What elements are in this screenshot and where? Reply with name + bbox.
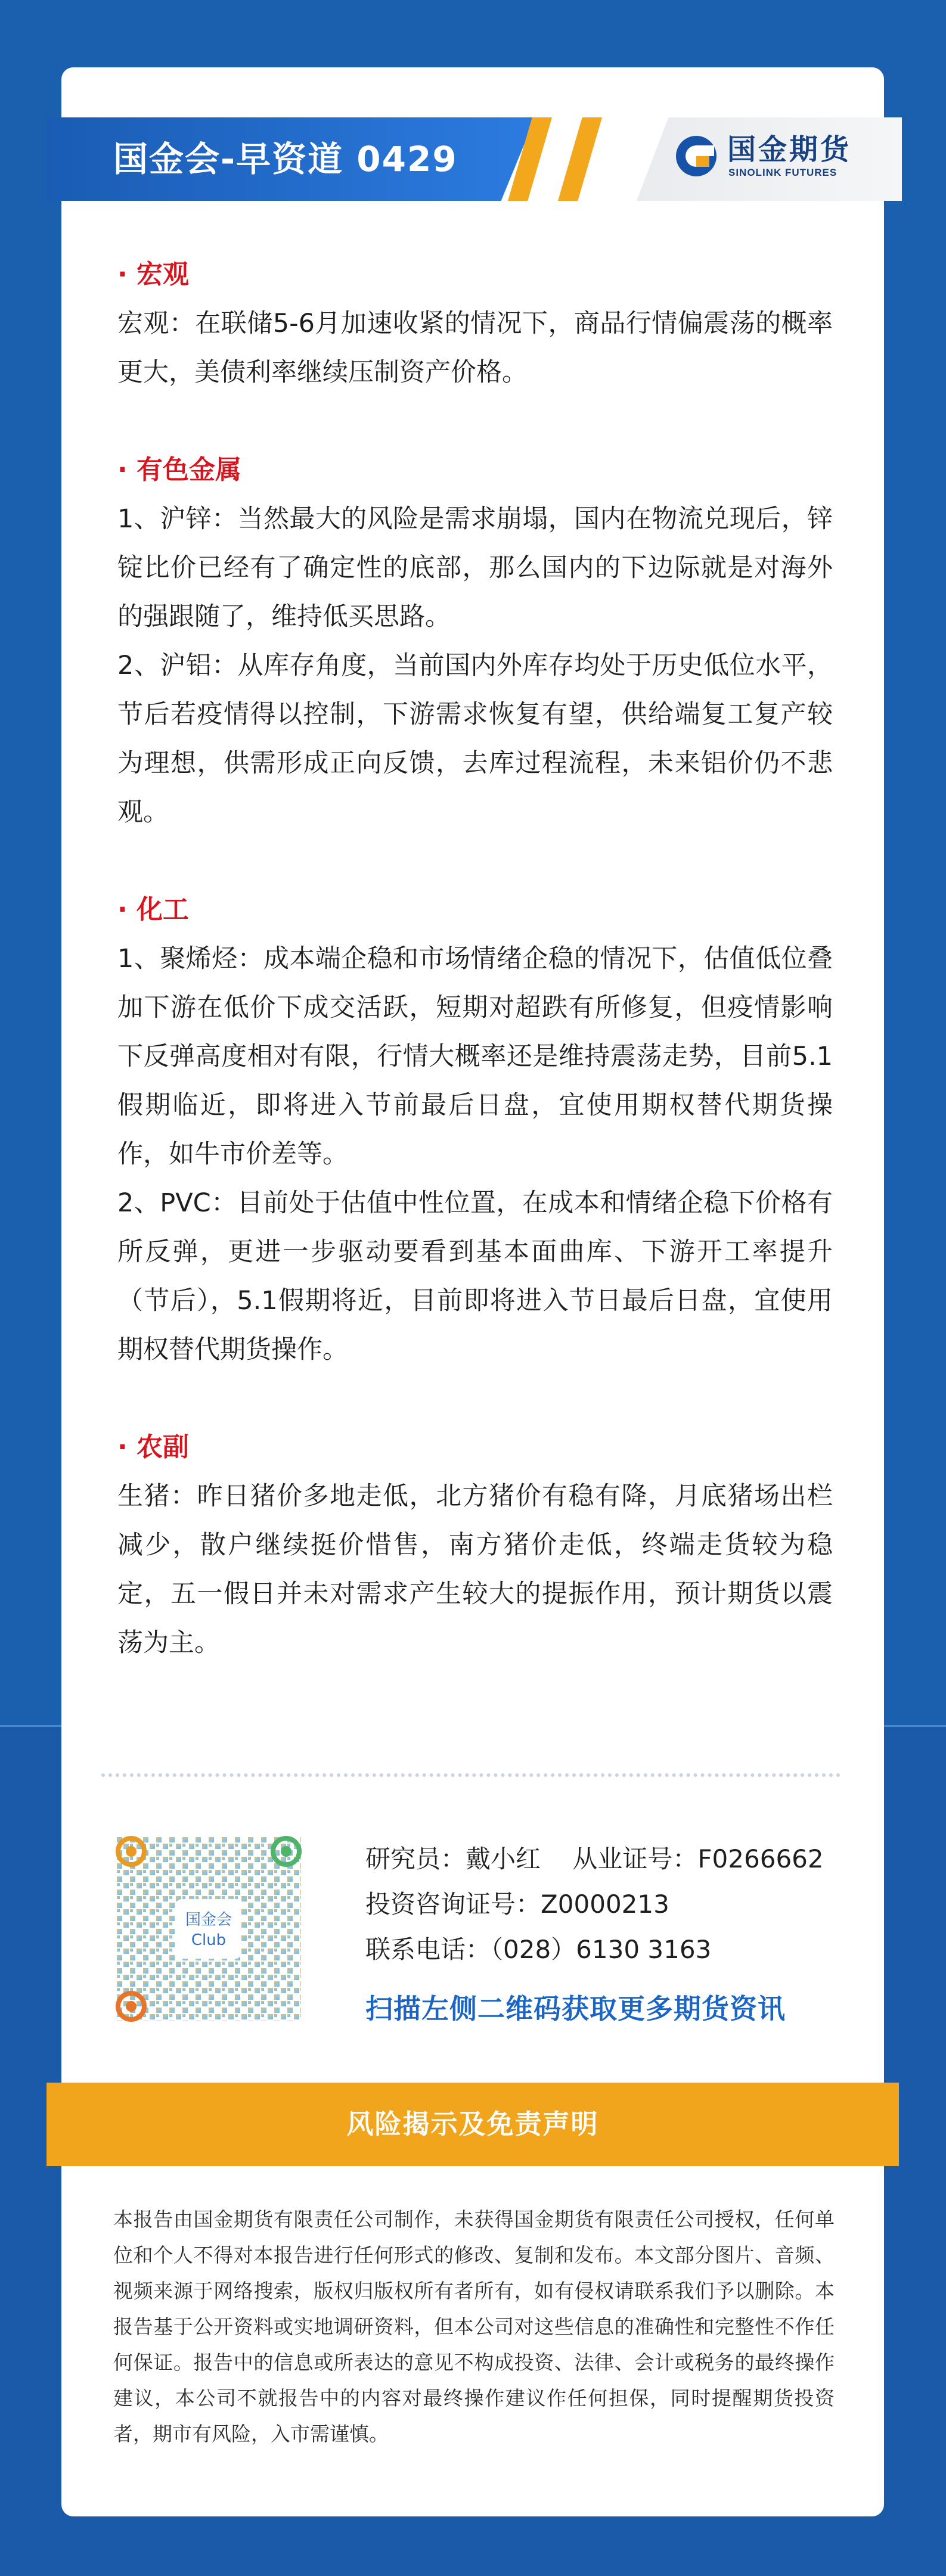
section-paragraph: 2、沪铝：从库存角度，当前国内外库存均处于历史低位水平，节后若疫情得以控制，下游需求恢复有望，供给端复工复产较为理想，供需形成正向反馈，去库过程流程，未来铝价仍不悲观。 xyxy=(117,651,833,827)
phone-line: 联系电话：（028）6130 3163 xyxy=(365,1935,712,1964)
company-logo-icon xyxy=(672,132,720,180)
consult-cert-line: 投资咨询证号：Z0000213 xyxy=(365,1890,669,1919)
dotted-separator xyxy=(101,1773,840,1777)
section-nonferrous xyxy=(117,446,833,837)
section-paragraph: 生猪：昨日猪价多地走低，北方猪价有稳有降，月底猪场出栏减少，散户继续挺价惜售，南方猪价走低，终端走货较为稳定，五一假日并未对需求产生较大的提振作用，预计期货以震荡为主。 xyxy=(117,1481,833,1658)
section-macro xyxy=(117,250,833,397)
company-logo-subtitle: SINOLINK FUTURES xyxy=(728,167,838,178)
scan-tip: 扫描左侧二维码获取更多期货资讯 xyxy=(365,1993,786,2025)
risk-disclaimer-title: 风险揭示及免责声明 xyxy=(46,2083,899,2166)
qr-code[interactable] xyxy=(110,1831,307,2027)
section-paragraph: 1、聚烯烃：成本端企稳和市场情绪企稳的情况下，估值低位叠加下游在低价下成交活跃，短期对超跌有所修复，但疫情影响下反弹高度相对有限，行情大概率还是维持震荡走势，目前5.1假期临近，即将进入节前最后日盘，宜使用期权替代期货操作，如牛市价差等。 xyxy=(117,944,833,1169)
section-agriculture xyxy=(117,1423,833,1667)
page-title: 国金会-早资道 0429 xyxy=(113,139,458,179)
section-paragraph: 1、沪锌：当然最大的风险是需求崩塌，国内在物流兑现后，锌锭比价已经有了确定性的底部，那么国内的下边际就是对海外的强跟随了，维持低买思路。 xyxy=(117,504,833,632)
disclaimer-text: 本报告由国金期货有限责任公司制作，未获得国金期货有限责任公司授权，任何单位和个人不得对本报告进行任何形式的修改、复制和发布。本文部分图片、音频、视频来源于网络搜索，版权归版权所有者所有，如有侵权请联系我们予以删除。本报告基于公开资料或实地调研资料，但本公司对这些信息的准确性和完整性不作任何保证。报告中的信息或所表达的意见不构成投资、法律、会计或税务的最终操作建议，本公司不就报告中的内容对最终操作建议作任何担保，同时提醒期货投资者，期市有风险，入市需谨慎。 xyxy=(113,2208,835,2446)
section-paragraph: 2、PVC：目前处于估值中性位置，在成本和情绪企稳下价格有所反弹，更进一步驱动要看到基本面曲库、下游开工率提升（节后），5.1假期将近，目前即将进入节日最后日盘，宜使用期权替代期货操作。 xyxy=(117,1188,833,1365)
section-chemical xyxy=(117,885,833,1374)
company-logo-name: 国金期货 xyxy=(727,133,852,166)
report-content xyxy=(117,250,833,1716)
qr-label: 国金会 xyxy=(185,1911,232,1929)
section-heading: · 有色金属 xyxy=(117,455,242,485)
section-paragraph: 宏观：在联储5-6月加速收紧的情况下，商品行情偏震荡的概率更大，美债利率继续压制资产价格。 xyxy=(117,309,833,387)
researcher-line: 研究员：戴小红 从业证号：F0266662 xyxy=(365,1844,824,1873)
qr-label: Club xyxy=(191,1931,227,1949)
section-heading: · 宏观 xyxy=(117,259,190,290)
contact-info xyxy=(365,1837,824,1972)
section-heading: · 农副 xyxy=(117,1432,190,1462)
section-heading: · 化工 xyxy=(117,894,190,925)
